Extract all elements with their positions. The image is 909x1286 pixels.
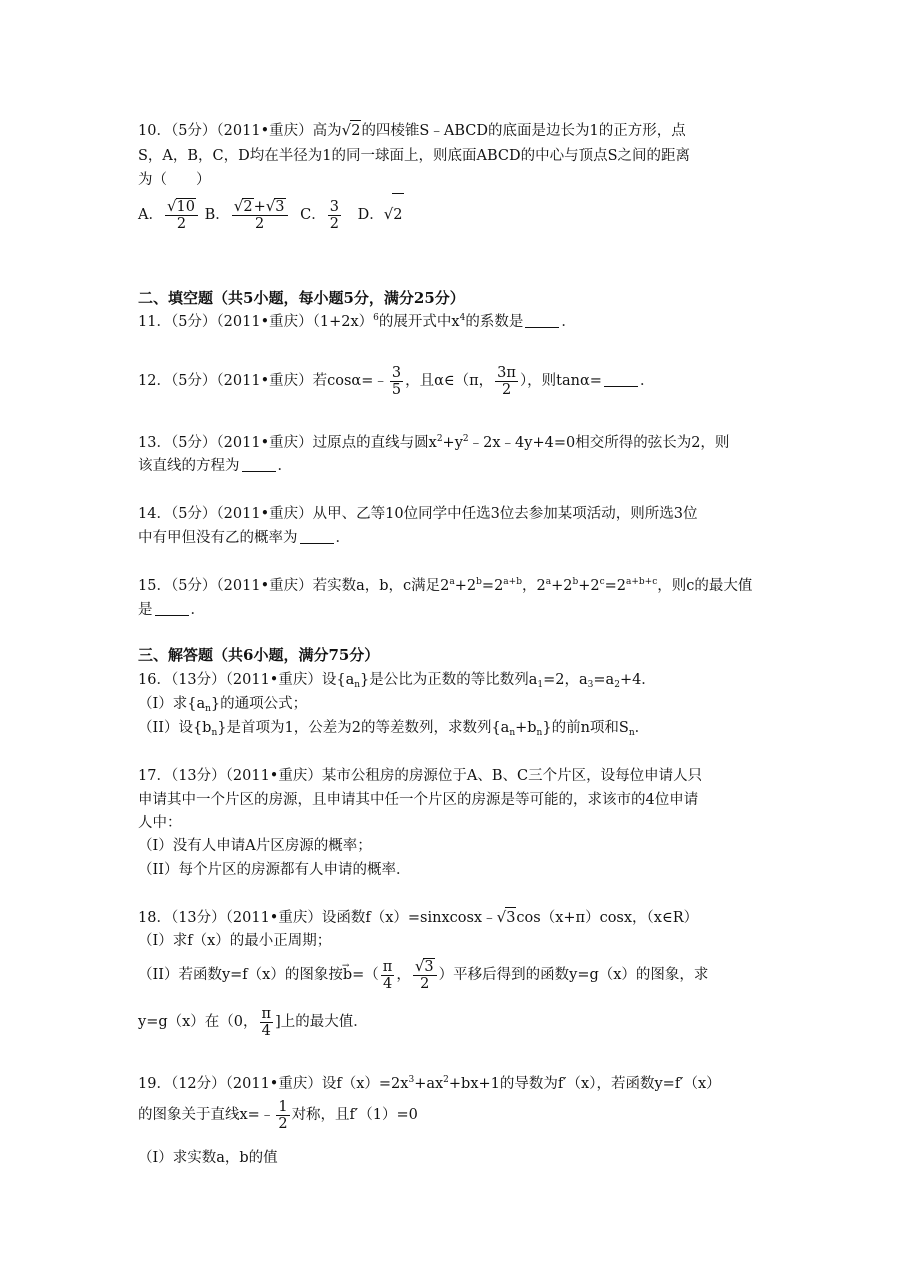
q17-line2: 申请其中一个片区的房源，且申请其中任一个片区的房源是等可能的，求该市的4位申请 (138, 792, 699, 808)
answer-blank (242, 457, 276, 472)
q10-line1: 10．（5分）（2011•重庆）高为√2的四棱锥S﹣ABCD的底面是边长为1的正方形，点 (138, 121, 686, 139)
q17-line4: （I）没有人申请A片区房源的概率； (138, 838, 372, 854)
q19-line1: 19．（12分）（2011•重庆）设$f(x)=2x^3+ax^2+bx+1$的导数为f′（x），若函数y=f′（x） (138, 1075, 721, 1092)
q14-line1: 14．（5分）（2011•重庆）从甲、乙等10位同学中任选3位去参加某项活动，则所选3位 (138, 506, 698, 522)
q17-line3: 人中： (138, 815, 182, 831)
q18-line4: y=g（x）在（0， $\frac{\pi}{4}$ ]上的最大值． (138, 1005, 368, 1039)
answer-blank (604, 372, 638, 387)
q16-line3: （II）设$\{b_n\}$是首项为1，公差为2的等差数列，求数列$\{a_n+b_n\}$的前n项和$S_n$． (138, 720, 650, 738)
q15-line2: 是 ． (138, 602, 205, 618)
q18-line2: （I）求f（x）的最小正周期； (138, 933, 332, 949)
answer-blank (300, 529, 334, 544)
q13-line1: 13．（5分）（2011•重庆）过原点的直线与圆$x^2+y^2﹣2x﹣4y+4=0$相交所得的弦长为2，则 (138, 434, 730, 451)
q17-line5: （II）每个片区的房源都有人申请的概率． (138, 862, 411, 878)
q10-line2: S，A，B，C，D均在半径为1的同一球面上，则底面ABCD的中心与顶点S之间的距离 (138, 148, 691, 164)
q18-line1: 18．（13分）（2011•重庆）设函数f（x）=sinxcosx﹣√3cos（x+π）cosx，（x∈R） (138, 908, 699, 926)
q11: 11．（5分）（2011•重庆）$(1+2x)^6$的展开式中$x^4$的系数是 ． (138, 313, 576, 330)
option-a: A． $\frac{√10}{2}$ (138, 207, 200, 223)
sqrt-symbol: √ (341, 121, 352, 139)
q15-line1: 15．（5分）（2011•重庆）若实数a，b，c满足$2^a+2^b=2^{a+b}$，$2^a+2^b+2^c=2^{a+b+c}$，则c的最大值 (138, 577, 753, 594)
option-c: C． $\frac{3}{2}$ (300, 198, 339, 232)
q16-line2: （I）求$\{a_n\}$的通项公式； (138, 696, 308, 714)
q19-line3: （I）求实数a，b的值 (138, 1150, 278, 1166)
q14-line2: 中有甲但没有乙的概率为 ． (138, 530, 350, 546)
q12: 12．（5分）（2011•重庆）若cosα=﹣ $\frac{3}{5}$ ，且α∈（π， $\frac{3\pi}{2}$ ），则tanα= ． (138, 364, 655, 398)
section-heading-solutions: 三、解答题（共6小题，满分75分） (138, 646, 380, 664)
q19-line2: 的图象关于直线x=﹣ $\frac{1}{2}$ 对称，且f′（1）=0 (138, 1098, 418, 1132)
option-b: B． $\frac{√2+√3}{2}$ (205, 207, 290, 223)
option-d: D．√2 (358, 207, 404, 223)
q17-line1: 17．（13分）（2011•重庆）某市公租房的房源位于A、B、C三个片区，设每位申请人只 (138, 768, 703, 784)
q16-line1: 16．（13分）（2011•重庆）设$\{a_n\}$是公比为正数的等比数列$a_1=2$，$a_3=a_2+4$． (138, 672, 656, 690)
answer-blank (155, 601, 189, 616)
section-heading-fill-in: 二、填空题（共5小题，每小题5分，满分25分） (138, 289, 465, 307)
q10-line3: 为（ ） (138, 172, 211, 188)
q13-line2: 该直线的方程为 ． (138, 458, 292, 474)
q18-line3: （II）若函数y=f（x）的图象按→ b=（ $\frac{\pi}{4}$ ， $\frac{√3}{2}$ ）平移后得到的函数y=g（x）的图象，求 (138, 954, 708, 996)
q10-options (138, 193, 404, 235)
answer-blank (525, 313, 559, 328)
